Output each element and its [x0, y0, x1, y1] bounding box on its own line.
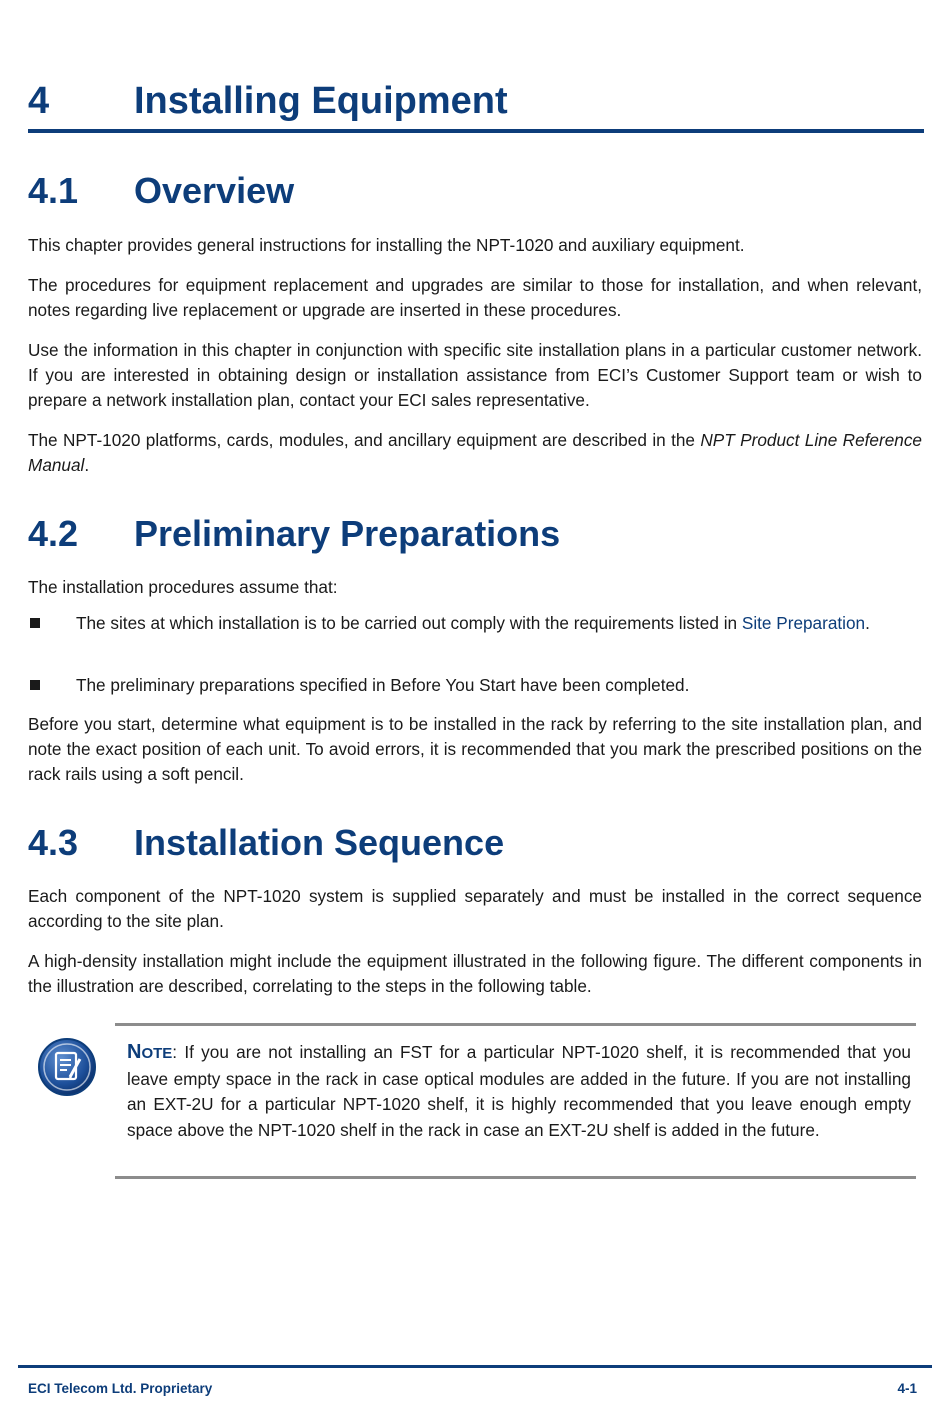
list-item-text [76, 611, 922, 636]
list-item [28, 673, 922, 698]
paragraph: A high-density installation might include the equipment illustrated in the following figure. The different components in the illustration are described, correlating to the steps in the following table. [28, 951, 922, 996]
section-title: Installation Sequence [134, 822, 505, 863]
bullet-square-icon [30, 680, 40, 690]
chapter-title: Installing Equipment [134, 80, 508, 122]
paragraph: Each component of the NPT-1020 system is supplied separately and must be installed in the correct sequence according to the site plan. [28, 886, 922, 931]
section-heading-installation-sequence [28, 822, 504, 864]
section-number: 4.2 [28, 513, 79, 554]
list-item [28, 611, 922, 661]
paragraph: This chapter provides general instructions for installing the NPT-1020 and auxiliary equipment. [28, 235, 745, 255]
list-item-text: The preliminary preparations specified in Before You Start have been completed. [76, 675, 690, 695]
manual-title: NPT Product Line Reference Manual [28, 430, 922, 475]
note-text [127, 1040, 911, 1143]
paragraph: The installation procedures assume that: [28, 577, 338, 597]
paragraph: The procedures for equipment replacement and upgrades are similar to those for installation, and when relevant, notes regarding live replacement or upgrade are inserted in these procedures. [28, 275, 922, 320]
chapter-heading [28, 80, 924, 133]
footer-rule [18, 1365, 932, 1368]
section-title: Preliminary Preparations [134, 513, 561, 554]
paragraph-reference [28, 428, 922, 478]
note-label-rest: OTE [141, 1045, 173, 1062]
note-body: : If you are not installing an FST for a particular NPT-1020 shelf, it is recommended that you leave empty space in the rack in case optical modules are added in the future. If you are not installing an EXT-2U for a particular NPT-1020 shelf, it is highly recommended that you leave enough empty space above the NPT-1020 shelf in the rack in case an EXT-2U shelf is added in the future. [127, 1042, 911, 1140]
page-number: 4-1 [897, 1381, 917, 1396]
paragraph: Before you start, determine what equipment is to be installed in the rack by referring to the site installation plan, and note the exact position of each unit. To avoid errors, it is recommended that you mark the prescribed positions on the rack rails using a soft pencil. [28, 714, 922, 784]
paragraph-text: . [84, 455, 90, 475]
paragraph-text: The NPT-1020 platforms, cards, modules, and ancillary equipment are described in the [28, 430, 701, 450]
section-heading-overview [28, 170, 294, 212]
list-item-label: . [865, 613, 870, 633]
footer-company: ECI Telecom Ltd. Proprietary [28, 1381, 213, 1396]
section-number: 4.3 [28, 822, 79, 863]
paragraph: Use the information in this chapter in conjunction with specific site installation plans in a particular customer network. If you are interested in obtaining design or installation assistance from ECI’s Customer Support team or wish to prepare a network installation plan, contact your ECI sales representative. [28, 340, 922, 410]
note-icon [37, 1037, 97, 1097]
site-preparation-link[interactable]: Site Preparation [741, 613, 866, 633]
chapter-number: 4 [28, 80, 50, 122]
bullet-square-icon [30, 618, 40, 628]
section-number: 4.1 [28, 170, 79, 211]
section-title: Overview [134, 170, 295, 211]
note-label [127, 1041, 172, 1063]
list-item-label: The sites at which installation is to be carried out comply with the requirements listed in [76, 613, 742, 633]
note-label-initial: N [127, 1041, 142, 1063]
section-heading-preliminary [28, 513, 560, 555]
